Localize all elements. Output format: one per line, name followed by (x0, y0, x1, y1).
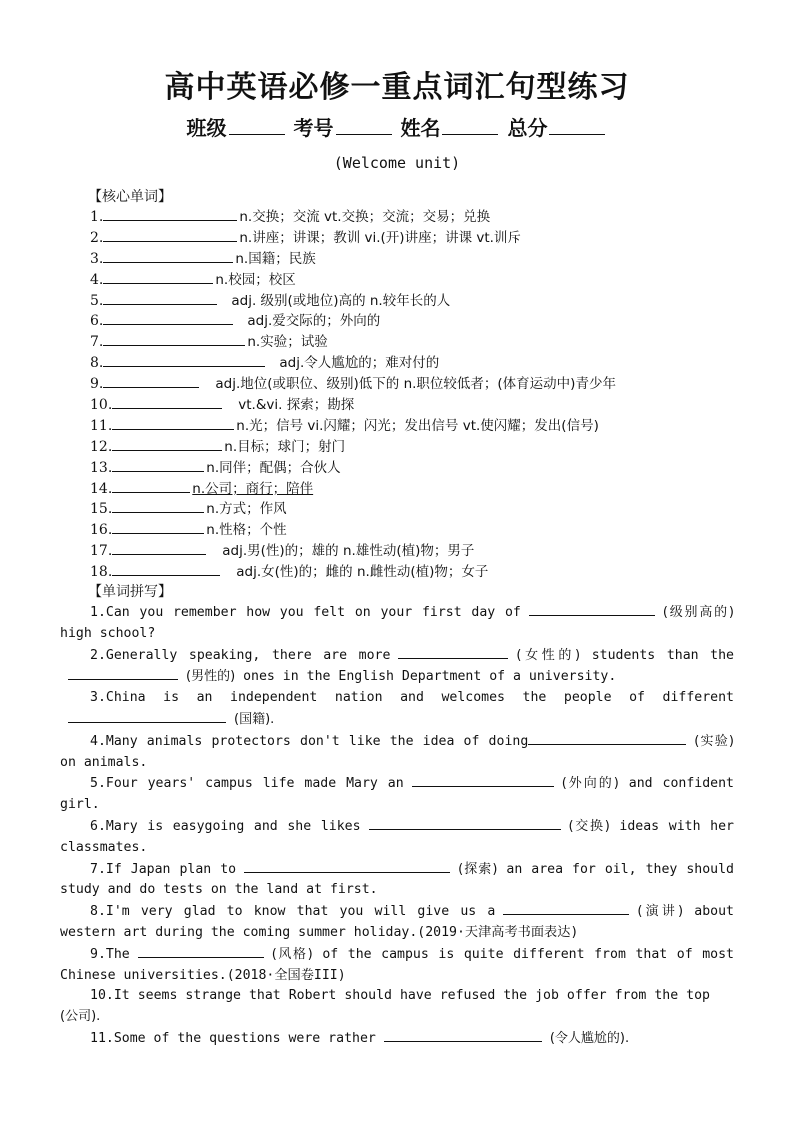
definition: n.实验；试验 (247, 334, 328, 351)
definition: vt.&vi. 探索；勘探 (238, 397, 355, 414)
name-blank[interactable] (442, 118, 498, 135)
answer-blank[interactable] (103, 248, 233, 263)
item-number: 15. (90, 501, 113, 518)
answer-blank[interactable] (68, 666, 178, 680)
vocab-item (90, 352, 616, 373)
vocab-list (90, 206, 616, 582)
vocab-item (90, 561, 616, 582)
hint: (风格) (271, 946, 313, 962)
answer-blank[interactable] (68, 709, 226, 723)
answer-blank[interactable] (112, 519, 204, 534)
definition: adj.令人尴尬的；难对付的 (279, 355, 440, 372)
definition: adj.爱交际的；外向的 (247, 313, 381, 330)
item-number: 17. (90, 543, 113, 560)
item-number: 11. (90, 417, 113, 434)
item-number: 2. (90, 229, 104, 246)
answer-blank[interactable] (503, 901, 629, 915)
definition: n.目标；球门；射门 (224, 438, 346, 455)
definition: adj.女(性)的；雌的 n.雌性动(植)物；女子 (236, 564, 489, 581)
spelling-exercises (60, 602, 734, 1050)
exam-number-label: 考号 (293, 116, 334, 140)
exercise-item: 11.Some of the questions were rather (令人尴尬的). (60, 1028, 734, 1050)
vocab-item (90, 394, 616, 415)
vocab-item (90, 269, 616, 290)
vocab-item (90, 310, 616, 331)
definition: n.国籍；民族 (235, 250, 316, 267)
item-number: 10. (90, 397, 113, 414)
item-number: 3. (90, 250, 104, 267)
answer-blank[interactable] (103, 227, 237, 242)
answer-blank[interactable] (103, 373, 199, 388)
vocab-item (90, 248, 616, 269)
definition: n.校园；校区 (215, 271, 296, 288)
exercise-item: 4.Many animals protectors don't like the idea of doing (实验) on animals. (60, 731, 734, 774)
answer-blank[interactable] (112, 498, 204, 513)
vocab-item (90, 498, 616, 519)
vocab-item (90, 206, 616, 227)
item-number: 12. (90, 438, 113, 455)
exercise-item: 5.Four years' campus life made Mary an (外向的) and confident girl. (60, 773, 734, 816)
hint: (外向的) (561, 776, 619, 792)
vocab-item (90, 331, 616, 352)
exercise-item: 2.Generally speaking, there are more (女性的) students than the(男性的) ones in the English Department of a university. (60, 645, 734, 689)
score-blank[interactable] (549, 118, 605, 135)
answer-blank[interactable] (398, 645, 508, 659)
answer-blank[interactable] (103, 290, 217, 305)
definition: n.光；信号 vi.闪耀；闪光；发出信号 vt.使闪耀；发出(信号) (236, 417, 599, 434)
answer-blank[interactable] (103, 352, 265, 367)
exercise-item: 10.It seems strange that Robert should have refused the job offer from the top(公司). (60, 988, 710, 1025)
hint: (女性的) (516, 647, 581, 663)
vocab-item (90, 519, 616, 540)
item-number: 8. (90, 355, 104, 372)
definition: n.公司；商行；陪伴 (192, 480, 314, 497)
student-info-line (0, 112, 794, 141)
item-number: 4. (90, 271, 104, 288)
score-label: 总分 (507, 116, 548, 140)
vocab-item (90, 227, 616, 248)
exercise-item: 3.China is an independent nation and welcomes the people of different(国籍). (60, 688, 734, 731)
item-number: 5. (90, 292, 104, 309)
vocab-item (90, 373, 616, 394)
answer-blank[interactable] (103, 269, 213, 284)
item-number: 14. (90, 480, 113, 497)
answer-blank[interactable] (112, 540, 206, 555)
section-spelling: 【单词拼写】 (88, 584, 172, 600)
exercise-item: 7.If Japan plan to (探索) an area for oil, they should study and do tests on the land at first. (60, 859, 734, 902)
vocab-item (90, 457, 616, 478)
item-number: 1. (90, 209, 104, 225)
vocab-item (90, 290, 616, 311)
item-number: 6. (90, 313, 104, 330)
answer-blank[interactable] (528, 731, 686, 745)
answer-blank[interactable] (103, 206, 237, 221)
hint: (探索) (458, 861, 498, 877)
hint: (交换) (568, 818, 610, 834)
answer-blank[interactable] (244, 859, 450, 873)
definition: n.性格；个性 (206, 522, 287, 539)
answer-blank[interactable] (369, 816, 561, 830)
answer-blank[interactable] (103, 331, 245, 346)
vocab-item (90, 478, 616, 499)
class-blank[interactable] (229, 118, 285, 135)
exercise-item: 6.Mary is easygoing and she likes (交换) ideas with her classmates. (60, 816, 734, 859)
item-number: 18. (90, 564, 113, 581)
item-number: 7. (90, 334, 104, 351)
definition: n.讲座；讲课；教训 vi.(开)讲座；讲课 vt.训斥 (239, 229, 521, 246)
answer-blank[interactable] (112, 561, 220, 576)
hint: (男性的) (186, 669, 236, 685)
exercise-item: 9.The (风格) of the campus is quite different from that of most Chinese universities.(2018·全国卷III) (60, 944, 734, 987)
vocab-item (90, 540, 616, 561)
answer-blank[interactable] (112, 457, 204, 472)
unit-subtitle: (Welcome unit) (333, 154, 461, 172)
hint: (国籍). (234, 711, 275, 727)
item-number: 9. (90, 376, 104, 393)
name-label: 姓名 (400, 116, 441, 140)
vocab-item (90, 415, 616, 436)
answer-blank[interactable] (112, 478, 190, 493)
hint: (演讲) (637, 904, 684, 920)
answer-blank[interactable] (138, 944, 264, 958)
definition: adj.地位(或职位、级别)低下的 n.职位较低者；(体育运动中)青少年 (215, 376, 616, 393)
definition: n.交换；交流 vt.交换；交流；交易；兑换 (239, 209, 491, 225)
definition: adj.男(性)的；雄的 n.雄性动(植)物；男子 (222, 543, 475, 560)
hint: (公司). (60, 1009, 101, 1025)
definition: n.同伴；配偶；合伙人 (206, 459, 341, 476)
hint: (级别高的) (662, 605, 734, 620)
answer-blank[interactable] (112, 436, 222, 451)
section-core-words: 【核心单词】 (88, 189, 172, 205)
item-number: 13. (90, 459, 113, 476)
exam-number-blank[interactable] (336, 118, 392, 135)
exercise-item: 1.Can you remember how you felt on your first day of (级别高的) high school? (60, 602, 734, 645)
answer-blank[interactable] (112, 415, 234, 430)
definition: adj. 级别(或地位)高的 n.较年长的人 (231, 292, 451, 309)
answer-blank[interactable] (529, 602, 655, 616)
vocab-item (90, 436, 616, 457)
item-number: 16. (90, 522, 113, 539)
answer-blank[interactable] (384, 1028, 542, 1042)
page-title: 高中英语必修一重点词汇句型练习 (164, 70, 630, 105)
exercise-item: 8.I'm very glad to know that you will give us a (演讲) about western art during the coming summer holiday.(2019·天津高考书面表达) (60, 901, 734, 944)
answer-blank[interactable] (412, 773, 554, 787)
hint: (令人尴尬的). (549, 1030, 630, 1046)
class-label: 班级 (186, 116, 227, 140)
definition: n.方式；作风 (206, 501, 287, 518)
answer-blank[interactable] (103, 310, 233, 325)
hint: (实验) (694, 733, 734, 749)
answer-blank[interactable] (112, 394, 222, 409)
